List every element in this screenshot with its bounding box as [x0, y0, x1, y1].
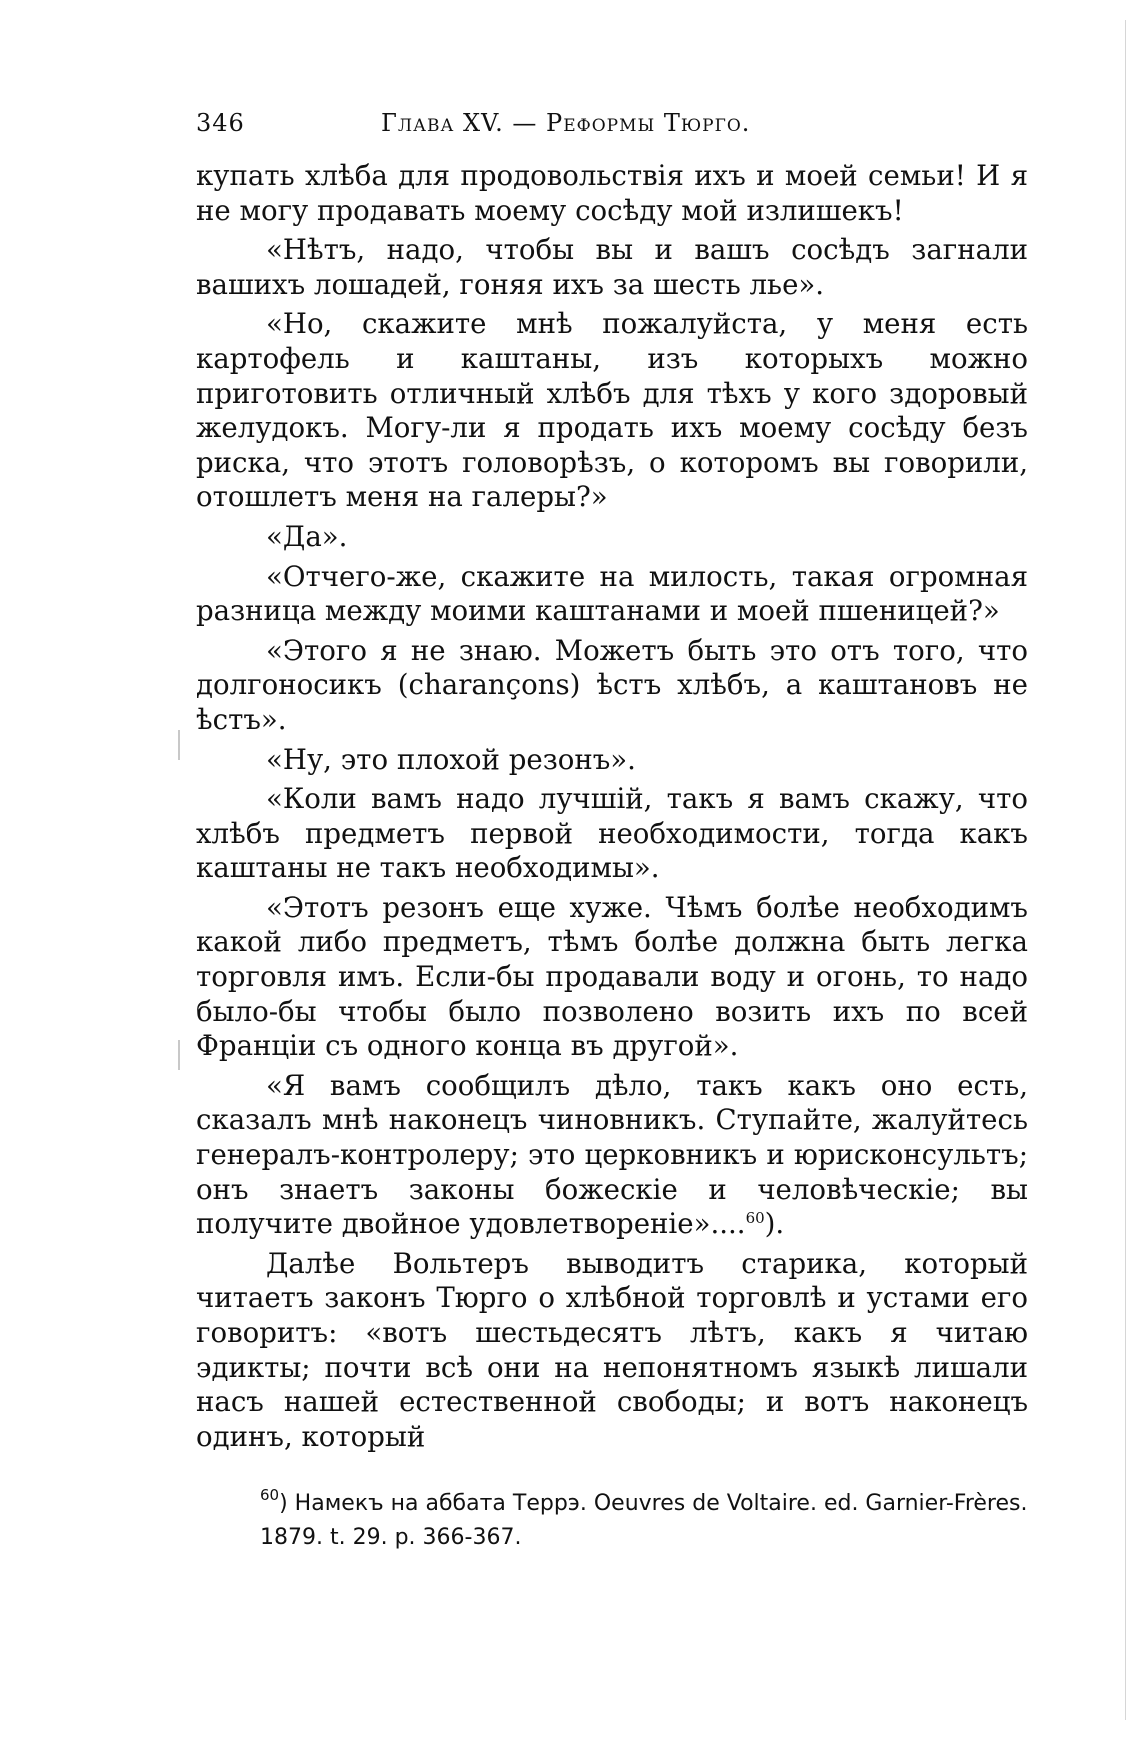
- running-title: Глава XV. — Реформы Тюрго.: [381, 109, 751, 137]
- footnote-body: [196, 1487, 1028, 1555]
- running-header: [196, 105, 1028, 153]
- footnote-reference-tail: ).: [764, 1207, 785, 1241]
- paragraph: «Ну, это плохой резонъ».: [266, 742, 636, 776]
- paragraph: купать хлѣба для продовольствія ихъ и моей семьи! И я не могу продавать моему сосѣду мой излишекъ!: [196, 159, 1028, 227]
- paragraph: «Но, скажите мнѣ пожалуйста, у меня есть картофель и каштаны, изъ которыхъ можно приготовить отличный хлѣбъ для тѣхъ у кого здоровый желудокъ. Могу-ли я продать ихъ моему сосѣду безъ риска, что этотъ головорѣзъ, о которомъ вы говорили, отошлетъ меня на галеры?»: [196, 307, 1028, 514]
- footnote-reference[interactable]: 60: [745, 1209, 765, 1228]
- paragraph-text: «Я вамъ сообщилъ дѣло, такъ какъ оно есть, сказалъ мнѣ наконецъ чиновникъ. Ступайте, жалуйтесь генералъ-контролеру; это церковникъ и юрисконсультъ; онъ знаетъ законы божескіе и человѣческіе; вы получите двойное удовлетвореніе»....: [196, 1068, 1028, 1241]
- paragraph: Далѣе Вольтеръ выводитъ старика, который читаетъ законъ Тюрго о хлѣбной торговлѣ и устами его говоритъ: «вотъ шестьдесятъ лѣтъ, какъ я читаю эдикты; почти всѣ они на непонятномъ языкѣ лишали насъ нашей естественной свободы; и вотъ наконецъ одинъ, который: [196, 1246, 1028, 1453]
- paragraph: «Этотъ резонъ еще хуже. Чѣмъ болѣе необходимъ какой либо предметъ, тѣмъ болѣе должна быть легка торговля имъ. Если-бы продавали воду и огонь, то надо было-бы чтобы было позволено возить ихъ по всей Франціи съ одного конца въ другой».: [196, 890, 1028, 1063]
- book-page: [196, 105, 1028, 1459]
- paragraph: «Нѣтъ, надо, чтобы вы и вашъ сосѣдъ загнали вашихъ лошадей, гоняя ихъ за шесть лье».: [196, 233, 1028, 301]
- page-edge-line: [1125, 20, 1126, 1720]
- margin-mark: [178, 730, 180, 760]
- page-number: 346: [196, 109, 245, 137]
- margin-mark: [178, 1040, 180, 1070]
- footnote: [196, 1487, 1028, 1555]
- main-text: [196, 159, 1028, 1454]
- paragraph: «Этого я не знаю. Можетъ быть это отъ того, что долгоносикъ (charançons) ѣстъ хлѣбъ, а каштановъ не ѣстъ».: [196, 633, 1028, 736]
- paragraph-with-footnote: [196, 1069, 1028, 1242]
- footnote-marker: 60: [260, 1486, 280, 1504]
- paragraph: «Коли вамъ надо лучшій, такъ я вамъ скажу, что хлѣбъ предметъ первой необходимости, тогда какъ каштаны не такъ необходимы».: [196, 782, 1028, 885]
- footnote-text: ) Намекъ на аббата Террэ. Oeuvres de Voltaire. ed. Garnier-Frères. 1879. t. 29. p. 366-367.: [260, 1491, 1028, 1550]
- paragraph: «Отчего-же, скажите на милость, такая огромная разница между моими каштанами и моей пшеницей?»: [196, 559, 1028, 628]
- paragraph: «Да».: [266, 519, 348, 553]
